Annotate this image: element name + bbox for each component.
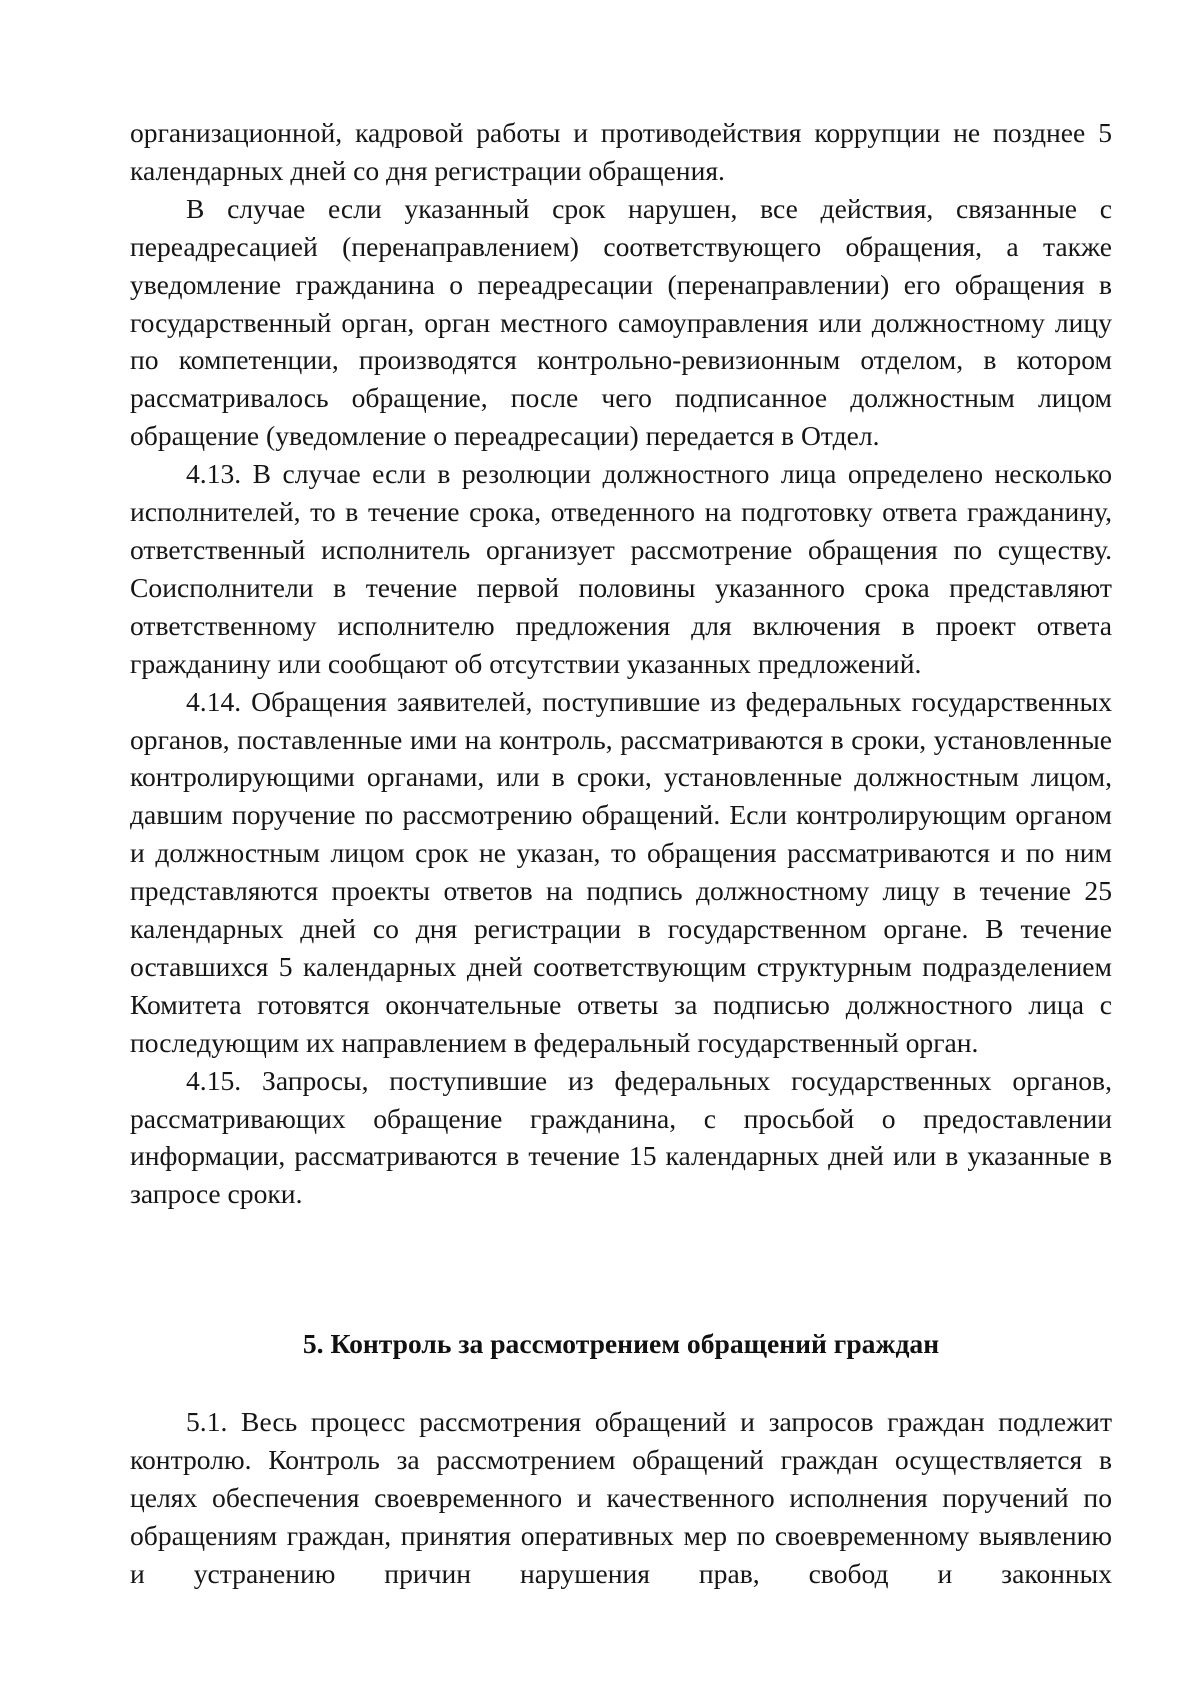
paragraph-4-13: 4.13. В случае если в резолюции должностного лица определено несколько исполнителей, то в течение срока, отведенного на подготовку ответа гражданину, ответственный исполнитель организует рассмотрение обращения по существу. Соисполнители в течение первой половины указанного срока представляют ответственному исполнителю предложения для включения в проект ответа гражданину или сообщают об отсутствии указанных предложений. [130,458,1112,679]
paragraph-5-1: 5.1. Весь процесс рассмотрения обращений и запросов граждан подлежит контролю. Контроль за рассмотрением обращений граждан осуществляется в целях обеспечения своевременного и качественного исполнения поручений по обращениям граждан, принятия оперативных мер по своевременному выявлению и устранению причин нарушения прав, свобод и законных [130,1406,1112,1589]
section-body [130,1403,1112,1593]
section-heading: 5. Контроль за рассмотрением обращений граждан [302,1328,940,1359]
paragraph-4-15: 4.15. Запросы, поступившие из федеральных государственных органов, рассматривающих обращение гражданина, с просьбой о предоставлении информации, рассматриваются в течение 15 календарных дней или в указанные в запросе сроки. [130,1064,1112,1210]
document-body [130,114,1112,1213]
paragraph-4-14: 4.14. Обращения заявителей, поступившие из федеральных государственных органов, поставленные ими на контроль, рассматриваются в сроки, установленные контролирующими органами, или в сроки, установленные должностным лицом, давшим поручение по рассмотрению обращений. Если контролирующим органом и должностным лицом срок не указан, то обращения рассматриваются и по ним представляются проекты ответов на подпись должностному лицу в течение 25 календарных дней со дня регистрации в государственном органе. В течение оставшихся 5 календарных дней соответствующим структурным подразделением Комитета готовятся окончательные ответы за подписью должностного лица с последующим их направлением в федеральный государственный орган. [130,685,1112,1058]
paragraph-deadline-violation: В случае если указанный срок нарушен, все действия, связанные с переадресацией (перенаправлением) соответствующего обращения, а также уведомление гражданина о переадресации (перенаправлении) его обращения в государственный орган, орган местного самоуправления или должностному лицу по компетенции, производятся контрольно-ревизионным отделом, в котором рассматривалось обращение, после чего подписанное должностным лицом обращение (уведомление о переадресации) передается в Отдел. [130,192,1112,452]
paragraph-continuation: организационной, кадровой работы и противодействия коррупции не позднее 5 календарных дней со дня регистрации обращения. [130,117,1112,186]
